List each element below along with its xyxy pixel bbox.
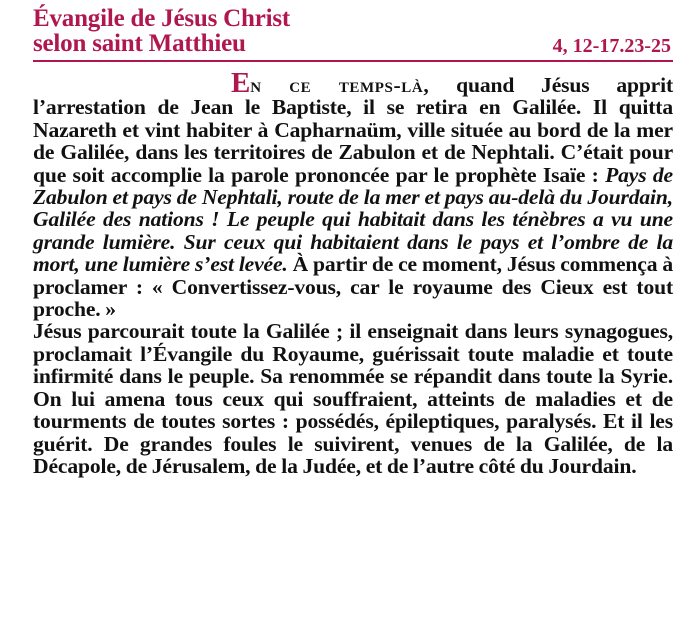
paragraph-1-text-a: quand Jésus apprit l’arrestation de Jean le Baptiste, il se retira en Galilée. Il quitta Nazareth et vint habiter à Capharnaüm, ville située au bord de la mer de Galilée, dans les territoires de Zabulon et de Nephtali. C’était pour que soit accomplie la parole prononcée par le prophète Isaïe :: [33, 73, 674, 187]
drop-cap: E: [231, 67, 251, 99]
scripture-reference: 4, 12-17.23-25: [552, 35, 671, 57]
gospel-text: [33, 67, 674, 478]
title-line-2: selon saint Matthieu: [33, 30, 246, 57]
title-line-1: Évangile de Jésus Christ: [33, 5, 291, 32]
paragraph-1-text-b: À partir de ce moment, Jésus commença à proclamer : « Convertissez-vous, car le royaume des Cieux est tout proche. »: [33, 252, 673, 322]
gospel-header: [33, 6, 673, 62]
paragraph-1: [33, 67, 674, 322]
paragraph-2: Jésus parcourait toute la Galilée ; il enseignait dans leurs synagogues, proclamait l’Évangile du Royaume, guérissait toute maladie et toute infirmité dans le peuple. Sa renommée se répandit dans toute la Syrie. On lui amena tous ceux qui souffraient, atteints de maladies et de tourments de toutes sortes : possédés, épileptiques, paralysés. Et il les guérit. De grandes foules le suivirent, venues de la Galilée, de la Décapole, de Jérusalem, de la Judée, et de l’autre côté du Jourdain.: [33, 319, 673, 478]
isaiah-quote: Pays de Zabulon et pays de Nephtali, route de la mer et pays au-delà du Jourdain, Galilée des nations ! Le peuple qui habitait dans les ténèbres a vu une grande lumière. Sur ceux qui habitaient dans le pays et l’ombre de la mort, une lumière s’est levée.: [33, 162, 673, 277]
gospel-page: [33, 6, 673, 477]
opening-smallcaps: n ce temps-là,: [250, 73, 430, 97]
